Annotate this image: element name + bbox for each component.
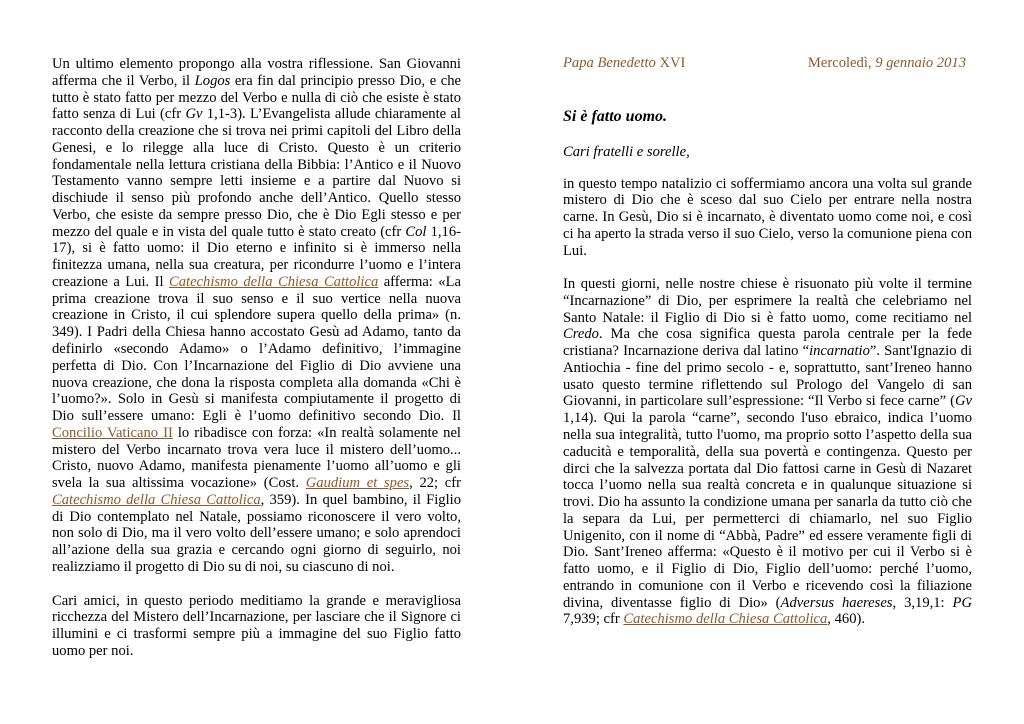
italic-text: Gv [954,393,972,410]
weekday: Mercoledì, [807,55,872,71]
text-run: era fin dal principio presso Dio, e che tutto è stato fatto per mezzo del Verbo e nulla di ciò che esiste è stato fatto senza di Lui (cfr [52,72,461,123]
text-run: , 359). In quel bambino, il Figlio di Dio contemplato nel Natale, possiamo riconoscere il vero volto, non solo di Dio, ma il vero volto dell’essere umano; e solo aprendoci all’azione della sua grazia e cercando ogni giorno di seguirlo, noi realizziamo il progetto di Dio su di noi, su ciascuno di noi. [52,491,461,575]
left-column [52,56,461,676]
link-gaudium-et-spes[interactable]: Gaudium et spes [305,475,410,492]
text-run: 1,16-17), si è fatto uomo: il Dio eterno e infinito si è immerso nella finitezza umana, nella sua creatura, per ricondurre l’uomo e l’intera creazione a Lui. Il [52,223,461,290]
italic-text: Col [405,223,427,240]
paragraph-closing [52,593,461,660]
text-run: in questo tempo natalizio ci soffermiamo ancora una volta sul grande mistero di Dio che è sceso dal suo Cielo per entrare nella nostra carne. In Gesù, Dio si è incarnato, è diventato uomo come noi, e così ci ha aperto la strada verso il suo Cielo, verso la comunione piena con Lui. [563,175,972,259]
paragraph-christmas [563,176,972,260]
text-run: , 3,19,1: [892,594,953,611]
link-concilio-vaticano-ii[interactable]: Concilio Vaticano II [52,424,173,441]
text-run: . Ma che cosa significa questa parola centrale per la fede cristiana? Incarnazione deriva dal latino “ [563,326,972,360]
text-run: lo ribadisce con forza: «In realtà solamente nel mistero del Verbo incarnato trova vera luce il mistero dell’uomo... Cristo, nuovo Adamo, manifesta pienamente l’uomo all’uomo e gli svela la sua altissima vocazione» (Cost. [52,424,461,492]
date: 9 gennaio 2013 [875,55,966,71]
author-numeral: XVI [659,55,686,71]
italic-text: incarnatio [809,343,870,360]
link-catechismo-della-chiesa-cattolica[interactable]: Catechismo della Chiesa Cattolica [52,491,261,508]
text-run: 1,1-3). L’Evangelista allude chiaramente al racconto della creazione che si trova nei primi capitoli del Libro della Genesi, e lo rilegge alla luce di Cristo. Questo è un criterio fondamentale nella lettura cristiana della Bibbia: l’Antico e il Nuovo Testamento vanno sempre letti insieme e a partire dal Nuovo si dischiude il senso più profondo anche dell’Antico. Quello stesso Verbo, che esiste da sempre presso Dio, che è Dio Egli stesso e per mezzo del quale e in vista del quale tutto è stato creato (cfr [52,106,461,240]
text-run: afferma: «La prima creazione trova il suo senso e il suo vertice nella nuova creazione in Cristo, il cui splendore supera quello della prima» (n. 349). I Padri della Chiesa hanno accostato Gesù ad Adamo, tanto da definirlo «secondo Adamo» o l’Adamo definitivo, l’immagine perfetta di Dio. Con l’Incarnazione del Figlio di Dio avviene una nuova creazione, che dona la risposta completa alla domanda «Chi è l’uomo?». Solo in Gesù si manifesta compiutamente il progetto di Dio sull’essere umano: Egli è l’uomo definitivo secondo Dio. Il [52,273,461,425]
text-run: ”. Sant'Ignazio di Antiochia - fine del primo secolo - e, soprattutto, sant’Ireneo hanno usato questo termine riflettendo sul Prologo del Vangelo di san Giovanni, in particolare sull’espressione: “Il Verbo si fece carne” ( [563,343,973,410]
author-name: Papa Benedetto [563,55,656,71]
italic-text: Gv [185,106,203,123]
text-run: Un ultimo elemento propongo alla vostra riflessione. San Giovanni afferma che il Verbo, il [52,56,461,89]
italic-text: Credo [563,326,599,343]
page-title: Si è fatto uomo. [563,107,668,125]
italic-text: Adversus haereses [780,594,893,611]
text-run: 1,14). Qui la parola “carne”, secondo l'uso ebraico, indica l’uomo nella sua integralità, tutto l'uomo, ma proprio sotto l’aspetto della sua caducità e temporalità, della sua povertà e contingenza. Questo per dirci che la salvezza portata dal Dio fattosi carne in Gesù di Nazaret tocca l’uomo nella sua realtà concreta e in qualunque situazione si trovi. Dio ha assunto la condizione umana per sanarla da tutto ciò che la separa da Lui, per permetterci di chiamarlo, nel suo Figlio Unigenito, con il nome di “Abbà, Padre” ed essere veramente figli di Dio. Sant’Ireneo afferma: «Questo è il motivo per cui il Verbo si è fatto uomo, e il Figlio di Dio, Figlio dell’uomo: perché l’uomo, entrando in comunione con il Verbo e ricevendo così la filiazione divina, diventasse figlio di Dio» ( [563,410,972,611]
link-catechismo-della-chiesa-cattolica[interactable]: Catechismo della Chiesa Cattolica [168,273,379,290]
text-run: , 22; cfr [409,475,461,492]
text-run: , 460). [827,611,865,628]
right-column [563,55,972,645]
italic-text: Logos [194,72,231,89]
link-catechismo-della-chiesa-cattolica[interactable]: Catechismo della Chiesa Cattolica [623,611,828,628]
text-run: 7,939; cfr [563,611,624,628]
text-run: Cari amici, in questo periodo meditiamo la grande e meravigliosa ricchezza del Mistero dell’Incarnazione, per lasciare che il Signore ci illumini e ci trasformi sempre più a immagine del suo Figlio fatto uomo per noi. [52,592,461,659]
paragraph-intro-reflection [52,56,461,576]
document-header [563,55,972,72]
audience-date [808,55,966,72]
italic-text: PG [952,594,972,611]
author [563,55,685,72]
salutation: Cari fratelli e sorelle, [563,143,690,160]
text-run: In questi giorni, nelle nostre chiese è risuonato più volte il termine “Incarnazione” di Dio, per esprimere la realtà che celebriamo nel Santo Natale: il Figlio di Dio si è fatto uomo, come recitiamo nel [563,276,972,326]
paragraph-incarnation [563,276,972,628]
